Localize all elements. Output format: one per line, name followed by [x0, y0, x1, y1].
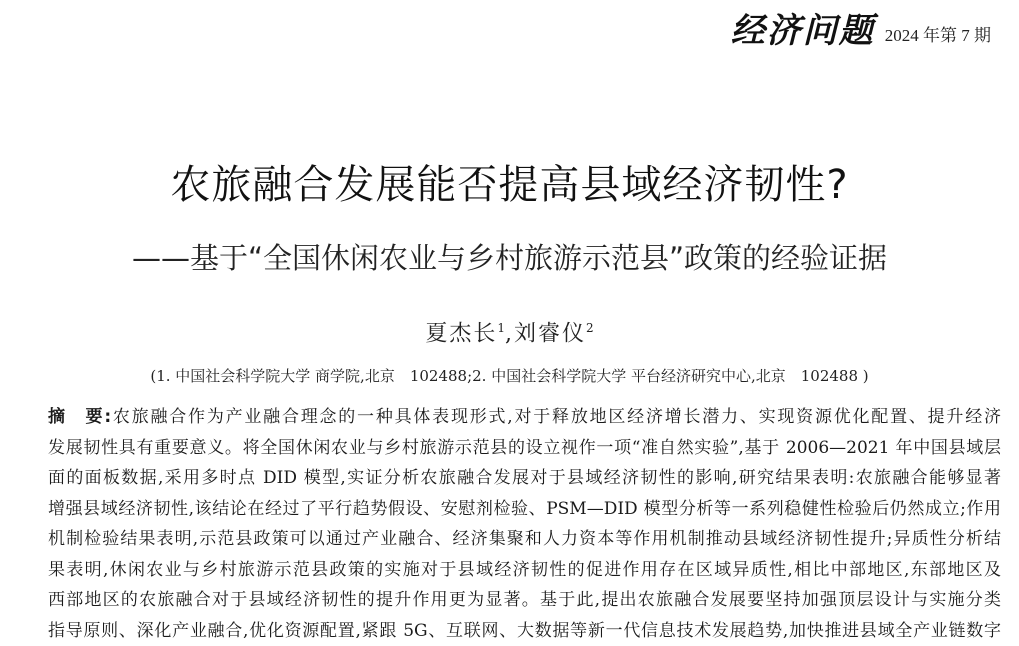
abstract-line: 指导原则、深化产业融合,优化资源配置,紧跟 5G、互联网、大数据等新一代信息技术发展趋势,加快推进县域全产业链数字	[48, 616, 1001, 646]
article-title: 农旅融合发展能否提高县域经济韧性?	[0, 160, 1019, 210]
abstract-line-text: 农旅融合作为产业融合理念的一种具体表现形式,对于释放地区经济增长潜力、实现资源优化配置、提升经济	[111, 407, 1001, 427]
author-name: 夏杰长	[425, 321, 497, 346]
abstract-line	[48, 402, 1001, 433]
abstract-line: 西部地区的农旅融合对于县域经济韧性的提升作用更为显著。基于此,提出农旅融合发展要坚持加强顶层设计与实施分类	[48, 585, 1001, 616]
abstract-label: 摘 要:	[48, 407, 111, 427]
running-header	[731, 14, 991, 48]
author-list	[0, 310, 1019, 352]
author-affiliation-marker: 1	[497, 321, 505, 335]
abstract-line: 果表明,休闲农业与乡村旅游示范县政策的实施对于县域经济韧性的促进作用存在区域异质性,相比中部地区,东部地区及	[48, 555, 1001, 586]
author-separator: ,	[505, 321, 514, 346]
author-affiliations: (1. 中国社会科学院大学 商学院,北京 102488;2. 中国社会科学院大学 平台经济研究中心,北京 102488 )	[0, 364, 1019, 388]
abstract-line: 机制检验结果表明,示范县政策可以通过产业融合、经济集聚和人力资本等作用机制推动县域经济韧性提升;异质性分析结	[48, 524, 1001, 555]
article-subtitle: ——基于“全国休闲农业与乡村旅游示范县”政策的经验证据	[0, 238, 1019, 278]
journal-name: 经济问题	[731, 14, 875, 48]
author-affiliation-marker: 2	[586, 321, 594, 335]
abstract-line: 增强县域经济韧性,该结论在经过了平行趋势假设、安慰剂检验、PSM—DID 模型分析等一系列稳健性检验后仍然成立;作用	[48, 494, 1001, 525]
abstract	[48, 402, 1001, 646]
author-name: 刘睿仪	[514, 321, 586, 346]
abstract-line: 发展韧性具有重要意义。将全国休闲农业与乡村旅游示范县的设立视作一项“准自然实验”,基于 2006—2021 年中国县域层	[48, 433, 1001, 464]
issue-number: 2024 年第 7 期	[885, 27, 991, 48]
abstract-line: 面的面板数据,采用多时点 DID 模型,实证分析农旅融合发展对于县域经济韧性的影响,研究结果表明:农旅融合能够显著	[48, 463, 1001, 494]
